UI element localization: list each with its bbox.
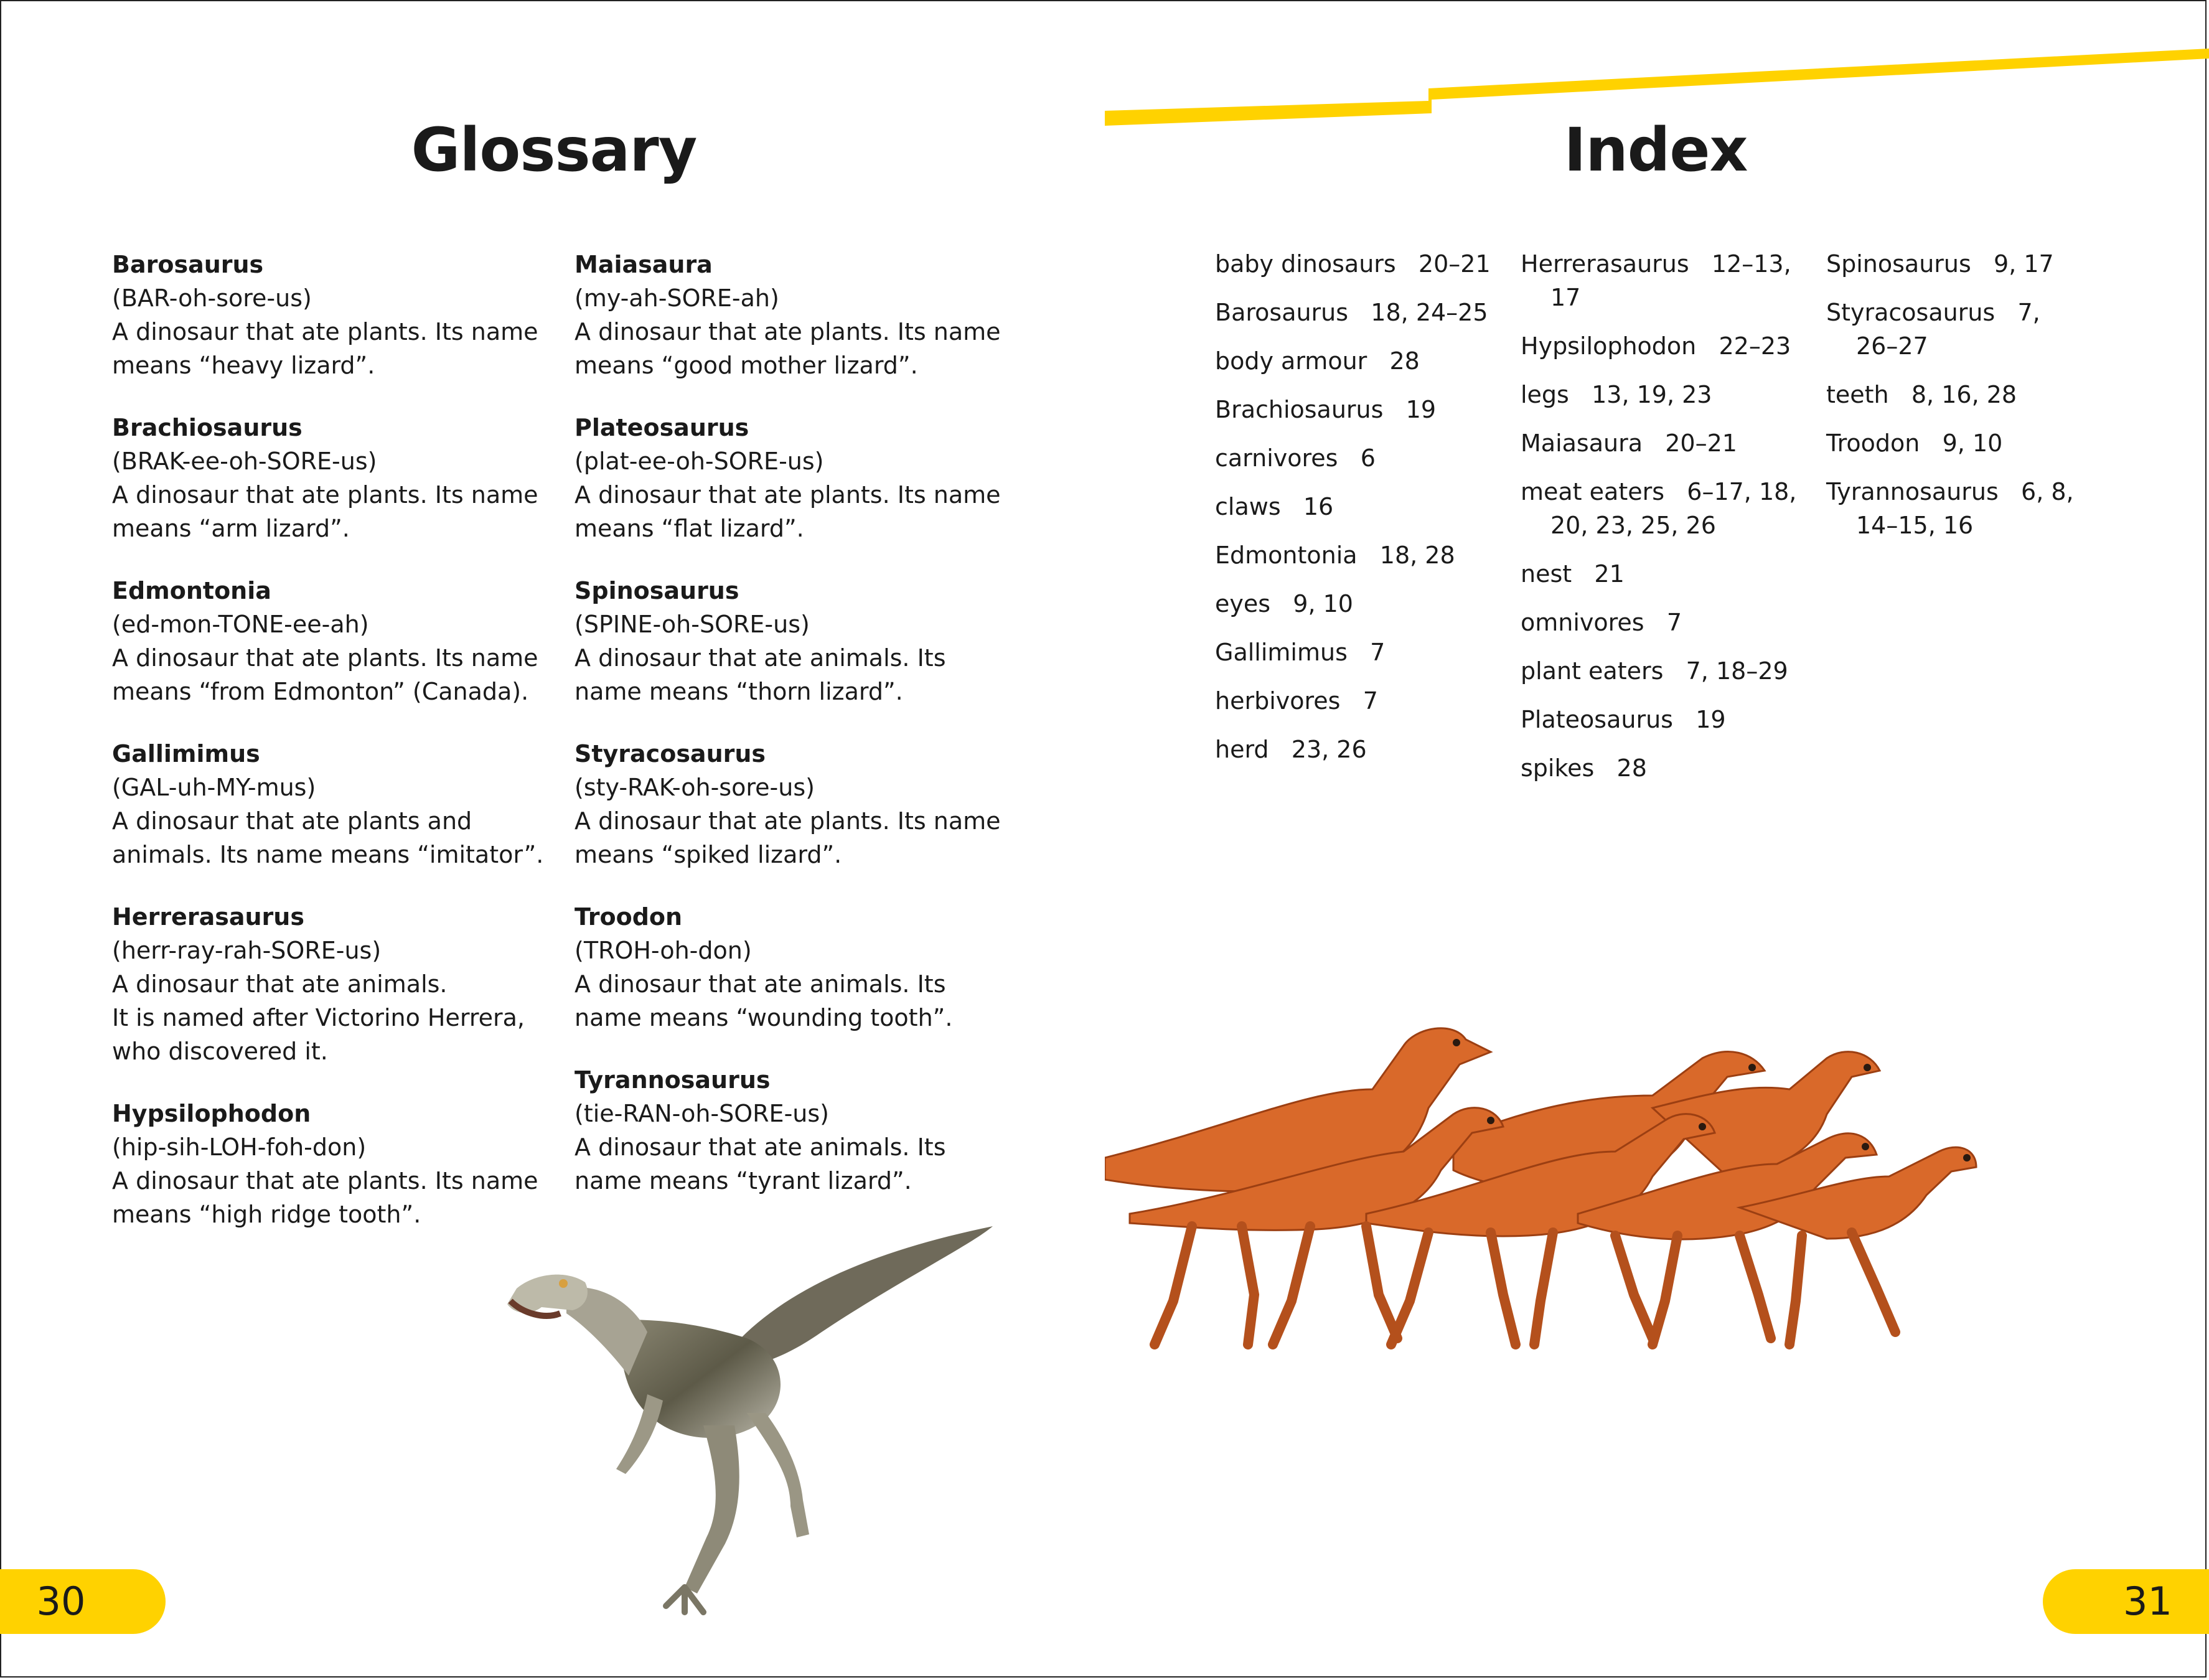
glossary-pronunciation: (BRAK-ee-oh-SORE-us) <box>112 448 377 475</box>
glossary-definition-line: means “arm lizard”. <box>112 515 350 542</box>
glossary-entry <box>112 737 585 871</box>
index-entry: herbivores 7 <box>1215 687 1378 715</box>
index-entry: Styracosaurus 7, 26–27 <box>1826 299 2040 360</box>
glossary-pronunciation: (TROH-oh-don) <box>575 937 752 964</box>
glossary-definition-line: A dinosaur that ate plants. Its name <box>112 644 538 672</box>
glossary-entry <box>112 574 585 708</box>
index-entry: claws 16 <box>1215 493 1334 520</box>
index-entry: Gallimimus 7 <box>1215 639 1386 666</box>
glossary-term: Troodon <box>575 903 683 931</box>
glossary-term: Gallimimus <box>112 740 260 767</box>
glossary-entry <box>575 737 1048 871</box>
glossary-term: Edmontonia <box>112 577 271 604</box>
index-entry: Plateosaurus 19 <box>1521 706 1726 733</box>
glossary-entry <box>575 900 1048 1035</box>
glossary-pronunciation: (SPINE-oh-SORE-us) <box>575 611 810 638</box>
glossary-pronunciation: (BAR-oh-sore-us) <box>112 284 312 312</box>
index-column-3 <box>1826 247 2119 557</box>
index-entry: Spinosaurus 9, 17 <box>1826 250 2054 278</box>
glossary-pronunciation: (plat-ee-oh-SORE-us) <box>575 448 824 475</box>
glossary-column-2 <box>575 248 1048 1226</box>
glossary-term: Barosaurus <box>112 251 264 278</box>
glossary-entry <box>575 574 1048 708</box>
index-column-2 <box>1521 247 1813 800</box>
index-entry: body armour 28 <box>1215 347 1420 375</box>
glossary-definition-line: name means “thorn lizard”. <box>575 678 903 705</box>
glossary-entry <box>112 1097 585 1231</box>
index-title: Index <box>1564 115 1748 185</box>
index-entry: plant eaters 7, 18–29 <box>1521 657 1788 685</box>
glossary-definition-line: means “flat lizard”. <box>575 515 804 542</box>
glossary-term: Herrerasaurus <box>112 903 304 931</box>
glossary-entry <box>575 411 1048 545</box>
glossary-term: Styracosaurus <box>575 740 766 767</box>
glossary-pronunciation: (hip-sih-LOH-foh-don) <box>112 1133 367 1161</box>
glossary-term: Maiasaura <box>575 251 713 278</box>
index-entry: Tyrannosaurus 6, 8, 14–15, 16 <box>1826 478 2074 539</box>
glossary-entry <box>112 411 585 545</box>
glossary-entry <box>575 248 1048 382</box>
glossary-definition-line: A dinosaur that ate animals. <box>112 970 448 998</box>
index-entry: herd 23, 26 <box>1215 736 1367 763</box>
page-number-right-text: 31 <box>2123 1579 2172 1624</box>
glossary-term: Hypsilophodon <box>112 1100 311 1127</box>
glossary-definition-line: name means “wounding tooth”. <box>575 1004 953 1031</box>
glossary-pronunciation: (herr-ray-rah-SORE-us) <box>112 937 382 964</box>
glossary-definition-line: means “good mother lizard”. <box>575 352 918 379</box>
glossary-entry <box>112 900 585 1068</box>
grey-dinosaur-illustration <box>498 1214 1008 1625</box>
glossary-definition-line: A dinosaur that ate plants. Its name <box>112 481 538 509</box>
glossary-definition-line: A dinosaur that ate plants and <box>112 807 472 835</box>
glossary-term: Tyrannosaurus <box>575 1066 771 1094</box>
index-entry: spikes 28 <box>1521 754 1647 782</box>
glossary-pronunciation: (tie-RAN-oh-SORE-us) <box>575 1100 829 1127</box>
glossary-entry <box>575 1063 1048 1198</box>
index-entry: Brachiosaurus 19 <box>1215 396 1437 423</box>
glossary-pronunciation: (my-ah-SORE-ah) <box>575 284 779 312</box>
glossary-definition-line: A dinosaur that ate animals. Its <box>575 970 946 998</box>
glossary-definition-line: A dinosaur that ate plants. Its name <box>112 1167 538 1194</box>
glossary-definition-line: A dinosaur that ate animals. Its <box>575 644 946 672</box>
index-column-1 <box>1215 247 1508 781</box>
page-number-left-text: 30 <box>36 1579 86 1624</box>
index-entry: carnivores 6 <box>1215 444 1376 472</box>
glossary-definition-line: It is named after Victorino Herrera, <box>112 1004 525 1031</box>
index-entry: Troodon 9, 10 <box>1826 429 2003 457</box>
glossary-term: Brachiosaurus <box>112 414 303 441</box>
glossary-pronunciation: (GAL-uh-MY-mus) <box>112 774 316 801</box>
glossary-pronunciation: (ed-mon-TONE-ee-ah) <box>112 611 369 638</box>
index-entry: meat eaters 6–17, 18, 20, 23, 25, 26 <box>1521 478 1797 539</box>
glossary-term: Spinosaurus <box>575 577 739 604</box>
glossary-definition-line: means “high ridge tooth”. <box>112 1201 421 1228</box>
glossary-definition-line: A dinosaur that ate plants. Its name <box>112 318 538 345</box>
glossary-column-1 <box>112 248 585 1260</box>
page-number-right <box>2043 1569 2209 1634</box>
page-number-left <box>0 1569 166 1634</box>
glossary-definition-line: A dinosaur that ate plants. Its name <box>575 481 1001 509</box>
glossary-term: Plateosaurus <box>575 414 749 441</box>
glossary-definition-line: A dinosaur that ate plants. Its name <box>575 807 1001 835</box>
glossary-entry <box>112 248 585 382</box>
index-entry: nest 21 <box>1521 560 1625 588</box>
index-entry: teeth 8, 16, 28 <box>1826 381 2017 408</box>
index-entry: Herrerasaurus 12–13, 17 <box>1521 250 1791 311</box>
glossary-definition-line: means “heavy lizard”. <box>112 352 375 379</box>
index-entry: eyes 9, 10 <box>1215 590 1353 617</box>
index-entry: legs 13, 19, 23 <box>1521 381 1712 408</box>
index-entry: Barosaurus 18, 24–25 <box>1215 299 1488 326</box>
glossary-definition-line: A dinosaur that ate plants. Its name <box>575 318 1001 345</box>
glossary-definition-line: who discovered it. <box>112 1038 328 1065</box>
glossary-title: Glossary <box>411 115 697 185</box>
glossary-definition-line: name means “tyrant lizard”. <box>575 1167 912 1194</box>
glossary-pronunciation: (sty-RAK-oh-sore-us) <box>575 774 815 801</box>
index-entry: Hypsilophodon 22–23 <box>1521 332 1791 360</box>
glossary-definition-line: animals. Its name means “imitator”. <box>112 841 544 868</box>
dinosaur-herd-illustration <box>1105 1008 2113 1369</box>
index-entry: baby dinosaurs 20–21 <box>1215 250 1491 278</box>
glossary-definition-line: means “spiked lizard”. <box>575 841 842 868</box>
index-entry: Edmontonia 18, 28 <box>1215 542 1455 569</box>
glossary-definition-line: A dinosaur that ate animals. Its <box>575 1133 946 1161</box>
index-entry: Maiasaura 20–21 <box>1521 429 1737 457</box>
index-entry: omnivores 7 <box>1521 609 1682 636</box>
glossary-definition-line: means “from Edmonton” (Canada). <box>112 678 529 705</box>
